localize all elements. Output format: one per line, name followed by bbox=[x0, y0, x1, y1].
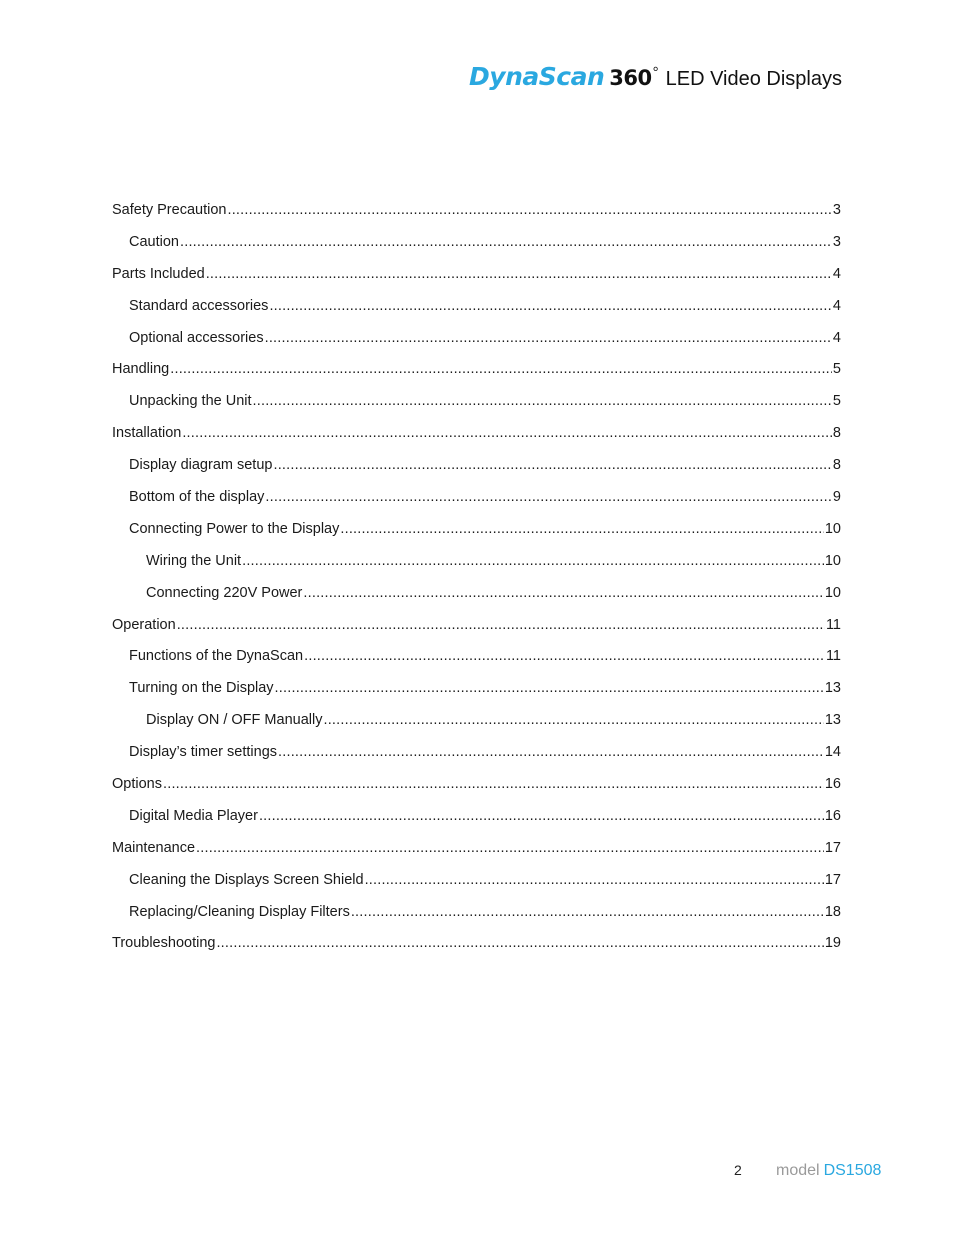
toc-entry-page: 10 bbox=[824, 552, 841, 569]
header-tagline: LED Video Displays bbox=[665, 68, 842, 90]
toc-entry-page: 4 bbox=[832, 265, 841, 282]
toc-entry-title: Operation bbox=[112, 616, 176, 633]
toc-entry-page: 11 bbox=[825, 616, 841, 633]
toc-entry-page: 8 bbox=[832, 457, 841, 474]
toc-entry[interactable] bbox=[112, 231, 841, 263]
toc-dot-leader bbox=[275, 677, 824, 699]
toc-entry-title: Handling bbox=[112, 361, 170, 378]
table-of-contents bbox=[112, 199, 841, 964]
toc-entry-title: Optional accessories bbox=[129, 329, 264, 346]
toc-entry-title: Caution bbox=[129, 233, 179, 250]
toc-dot-leader bbox=[269, 295, 831, 317]
toc-entry[interactable] bbox=[112, 358, 841, 390]
toc-entry-page: 4 bbox=[832, 329, 841, 346]
toc-entry[interactable] bbox=[112, 932, 841, 964]
toc-entry-title: Standard accessories bbox=[129, 297, 269, 314]
toc-entry[interactable] bbox=[112, 390, 841, 422]
toc-entry[interactable] bbox=[112, 263, 841, 295]
toc-dot-leader bbox=[182, 422, 832, 444]
toc-entry[interactable] bbox=[112, 901, 841, 933]
toc-entry-title: Wiring the Unit bbox=[146, 552, 242, 569]
toc-entry-page: 19 bbox=[824, 935, 841, 952]
toc-entry-page: 10 bbox=[824, 584, 841, 601]
toc-dot-leader bbox=[242, 550, 824, 572]
toc-entry[interactable] bbox=[112, 550, 841, 582]
toc-entry-title: Troubleshooting bbox=[112, 935, 216, 952]
toc-entry-page: 10 bbox=[824, 520, 841, 537]
toc-entry-title: Display ON / OFF Manually bbox=[146, 712, 323, 729]
page-footer bbox=[0, 1160, 954, 1184]
toc-dot-leader bbox=[278, 741, 824, 763]
toc-entry-title: Options bbox=[112, 776, 162, 793]
toc-dot-leader bbox=[259, 805, 824, 827]
toc-entry-title: Turning on the Display bbox=[129, 680, 274, 697]
toc-entry[interactable] bbox=[112, 869, 841, 901]
toc-entry-title: Unpacking the Unit bbox=[129, 393, 252, 410]
toc-dot-leader bbox=[206, 263, 832, 285]
toc-entry-title: Digital Media Player bbox=[129, 807, 258, 824]
toc-dot-leader bbox=[323, 709, 823, 731]
toc-entry-title: Safety Precaution bbox=[112, 202, 227, 218]
page-number: 2 bbox=[734, 1162, 742, 1178]
toc-entry[interactable] bbox=[112, 486, 841, 518]
toc-entry-page: 5 bbox=[832, 361, 841, 378]
toc-entry-page: 4 bbox=[832, 297, 841, 314]
toc-entry[interactable] bbox=[112, 199, 841, 231]
toc-dot-leader bbox=[340, 518, 823, 540]
brand-name: DynaScan bbox=[469, 62, 605, 91]
model-label bbox=[776, 1162, 881, 1180]
toc-entry[interactable] bbox=[112, 518, 841, 550]
toc-entry-title: Display’s timer settings bbox=[129, 744, 278, 761]
toc-entry-title: Installation bbox=[112, 425, 182, 442]
toc-entry-page: 11 bbox=[825, 648, 841, 665]
toc-entry-title: Maintenance bbox=[112, 839, 196, 856]
page-header bbox=[469, 62, 842, 91]
toc-entry[interactable] bbox=[112, 677, 841, 709]
toc-entry-title: Connecting Power to the Display bbox=[129, 520, 340, 537]
toc-entry-page: 13 bbox=[824, 712, 841, 729]
toc-entry-title: Cleaning the Displays Screen Shield bbox=[129, 871, 364, 888]
toc-entry-page: 16 bbox=[824, 776, 841, 793]
toc-dot-leader bbox=[351, 901, 824, 923]
toc-dot-leader bbox=[265, 327, 832, 349]
toc-dot-leader bbox=[304, 645, 825, 667]
toc-dot-leader bbox=[216, 932, 823, 954]
toc-entry[interactable] bbox=[112, 709, 841, 741]
toc-entry[interactable] bbox=[112, 837, 841, 869]
toc-entry-page: 18 bbox=[824, 903, 841, 920]
toc-dot-leader bbox=[253, 390, 832, 412]
toc-dot-leader bbox=[273, 454, 831, 476]
toc-entry[interactable] bbox=[112, 741, 841, 773]
toc-entry-title: Parts Included bbox=[112, 265, 205, 282]
toc-entry[interactable] bbox=[112, 295, 841, 327]
toc-entry-title: Bottom of the display bbox=[129, 489, 265, 506]
toc-entry-title: Replacing/Cleaning Display Filters bbox=[129, 903, 350, 920]
toc-entry[interactable] bbox=[112, 422, 841, 454]
toc-entry[interactable] bbox=[112, 645, 841, 677]
toc-entry-page: 17 bbox=[824, 871, 841, 888]
toc-dot-leader bbox=[303, 582, 823, 604]
toc-dot-leader bbox=[227, 199, 831, 221]
model-code: DS1508 bbox=[823, 1162, 882, 1179]
toc-entry[interactable] bbox=[112, 454, 841, 486]
toc-dot-leader bbox=[365, 869, 824, 891]
toc-entry-page: 9 bbox=[832, 489, 841, 506]
toc-dot-leader bbox=[196, 837, 824, 859]
toc-entry-title: Functions of the DynaScan bbox=[129, 648, 304, 665]
toc-entry-page: 3 bbox=[832, 233, 841, 250]
toc-entry[interactable] bbox=[112, 582, 841, 614]
toc-entry-page: 16 bbox=[824, 807, 841, 824]
toc-entry-title: Connecting 220V Power bbox=[146, 584, 303, 601]
toc-entry[interactable] bbox=[112, 327, 841, 359]
toc-dot-leader bbox=[170, 358, 832, 380]
toc-dot-leader bbox=[163, 773, 824, 795]
toc-dot-leader bbox=[265, 486, 832, 508]
toc-entry[interactable] bbox=[112, 773, 841, 805]
toc-entry[interactable] bbox=[112, 614, 841, 646]
brand-degree: ° bbox=[652, 64, 659, 81]
brand-number: 360 bbox=[609, 66, 652, 90]
dynascan-logo bbox=[469, 62, 659, 91]
toc-entry-page: 13 bbox=[824, 680, 841, 697]
toc-entry-page: 14 bbox=[824, 744, 841, 761]
toc-dot-leader bbox=[180, 231, 832, 253]
model-word: model bbox=[776, 1162, 820, 1179]
toc-dot-leader bbox=[177, 614, 825, 636]
toc-entry[interactable] bbox=[112, 805, 841, 837]
toc-entry-page: 8 bbox=[832, 425, 841, 442]
toc-entry-page: 3 bbox=[832, 202, 841, 218]
toc-entry-page: 5 bbox=[832, 393, 841, 410]
toc-entry-page: 17 bbox=[824, 839, 841, 856]
toc-entry-title: Display diagram setup bbox=[129, 457, 273, 474]
